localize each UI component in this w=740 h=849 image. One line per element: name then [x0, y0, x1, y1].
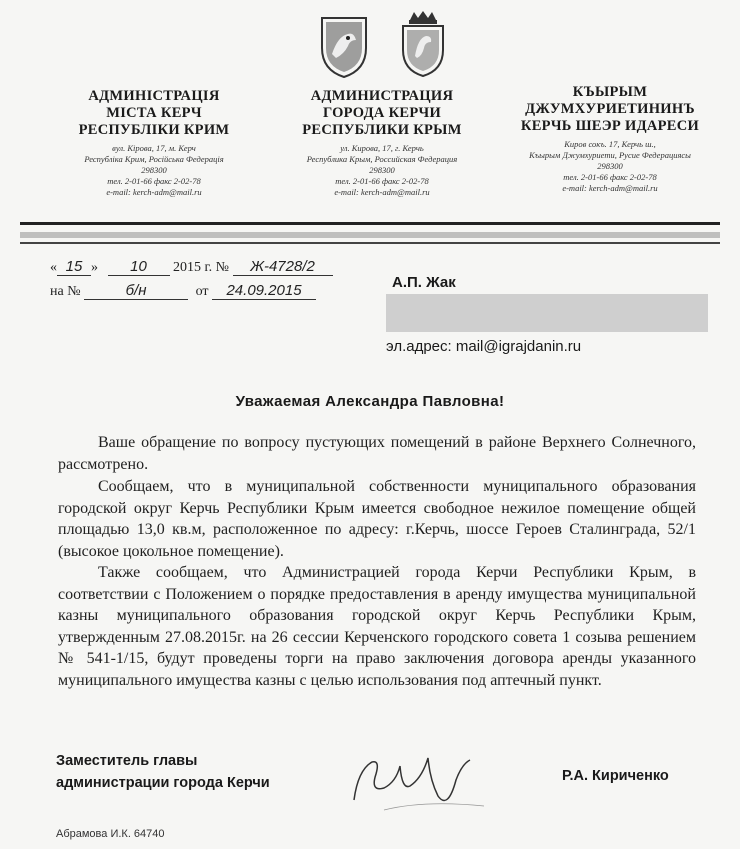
crimea-emblem-icon [318, 14, 370, 80]
reg-day: 15 [57, 258, 91, 276]
greeting: Уважаемая Александра Павловна! [235, 393, 505, 410]
header-divider-thick [20, 222, 720, 225]
reg-number: Ж-4728/2 [233, 258, 333, 276]
paragraph-1: Ваше обращение по вопросу пустующих помещений в районе Верхнего Солнечного, рассмотрено. [58, 434, 696, 473]
ref-number: б/н [84, 282, 188, 300]
reference-line: на № б/н от 24.09.2015 [50, 282, 316, 300]
signer-position: Заместитель главы администрации города Керчи [56, 753, 270, 791]
header-center-block [272, 88, 492, 198]
recipient-name: А.П. Жак [392, 274, 456, 291]
header-center-title: АДМИНИСТРАЦИЯ ГОРОДА КЕРЧИ РЕСПУБЛИКИ КРЫМ [302, 88, 462, 138]
registration-line: « 15 » 10 2015 г. № Ж-4728/2 [50, 258, 333, 276]
paragraph-3: Также сообщаем, что Администрацией города Керчи Республики Крым, в соответствии с Положением о порядке предоставления в аренду имущества муниципальной казны муниципального образования городской округ Керчь Республики Крым, утвержденным 27.08.2015г. на 26 сессии Керченского городского совета 1 созыва решением № 541-1/15, будут проведены торги на право заключения договора аренды указанного муниципального имущества казны с целью использования под аптечный пункт. [58, 564, 696, 689]
header-right-title: КЪЫРЫМ ДЖУМХУРИЕТИНИНЪ КЕРЧЬ ШЕЭР ИДАРЕСИ [520, 84, 700, 134]
header-divider-thin [20, 232, 720, 238]
header-right-address: Киров сокъ. 17, Керчь ш., Къырым Джумхуриети, Русие Федерациясы 298300 тел. 2-01-66 факс 2-02-78 e-mail: kerch-adm@mail.ru [529, 139, 691, 193]
reg-month: 10 [108, 258, 170, 276]
header-left-title: АДМИНІСТРАЦІЯ МІСТА КЕРЧ РЕСПУБЛІКИ КРИМ [78, 88, 230, 138]
header-left-address: вул. Кірова, 17, м. Керч Республіка Крим, Російська Федерація 298300 тел. 2-01-66 факс 2-02-78 e-mail: kerch-adm@mail.ru [84, 143, 224, 197]
redacted-address [386, 294, 708, 332]
header-left-block [44, 88, 264, 198]
kerch-emblem-icon [398, 10, 448, 78]
signer-name: Р.А. Кириченко [562, 768, 669, 784]
executor-note: Абрамова И.К. 64740 [56, 828, 165, 840]
header-right-block [500, 84, 720, 194]
paragraph-2: Сообщаем, что в муниципальной собственности муниципального образования городской округ Керчь Республики Крым имеется свободное нежилое помещение общей площадью 13,0 кв.м, расположенное по адресу: г.Керчь, шоссе Героев Сталинграда, 52/1 (высокое цокольное помещение). [58, 478, 696, 560]
handwritten-signature [344, 740, 494, 820]
ref-date: 24.09.2015 [212, 282, 316, 300]
recipient-email: эл.адрес: mail@igrajdanin.ru [386, 338, 582, 355]
header-divider-bottom [20, 242, 720, 244]
header-center-address: ул. Кирова, 17, г. Керчь Республика Крым, Российская Федерация 298300 тел. 2-01-66 факс 2-02-78 e-mail: kerch-adm@mail.ru [306, 143, 458, 197]
